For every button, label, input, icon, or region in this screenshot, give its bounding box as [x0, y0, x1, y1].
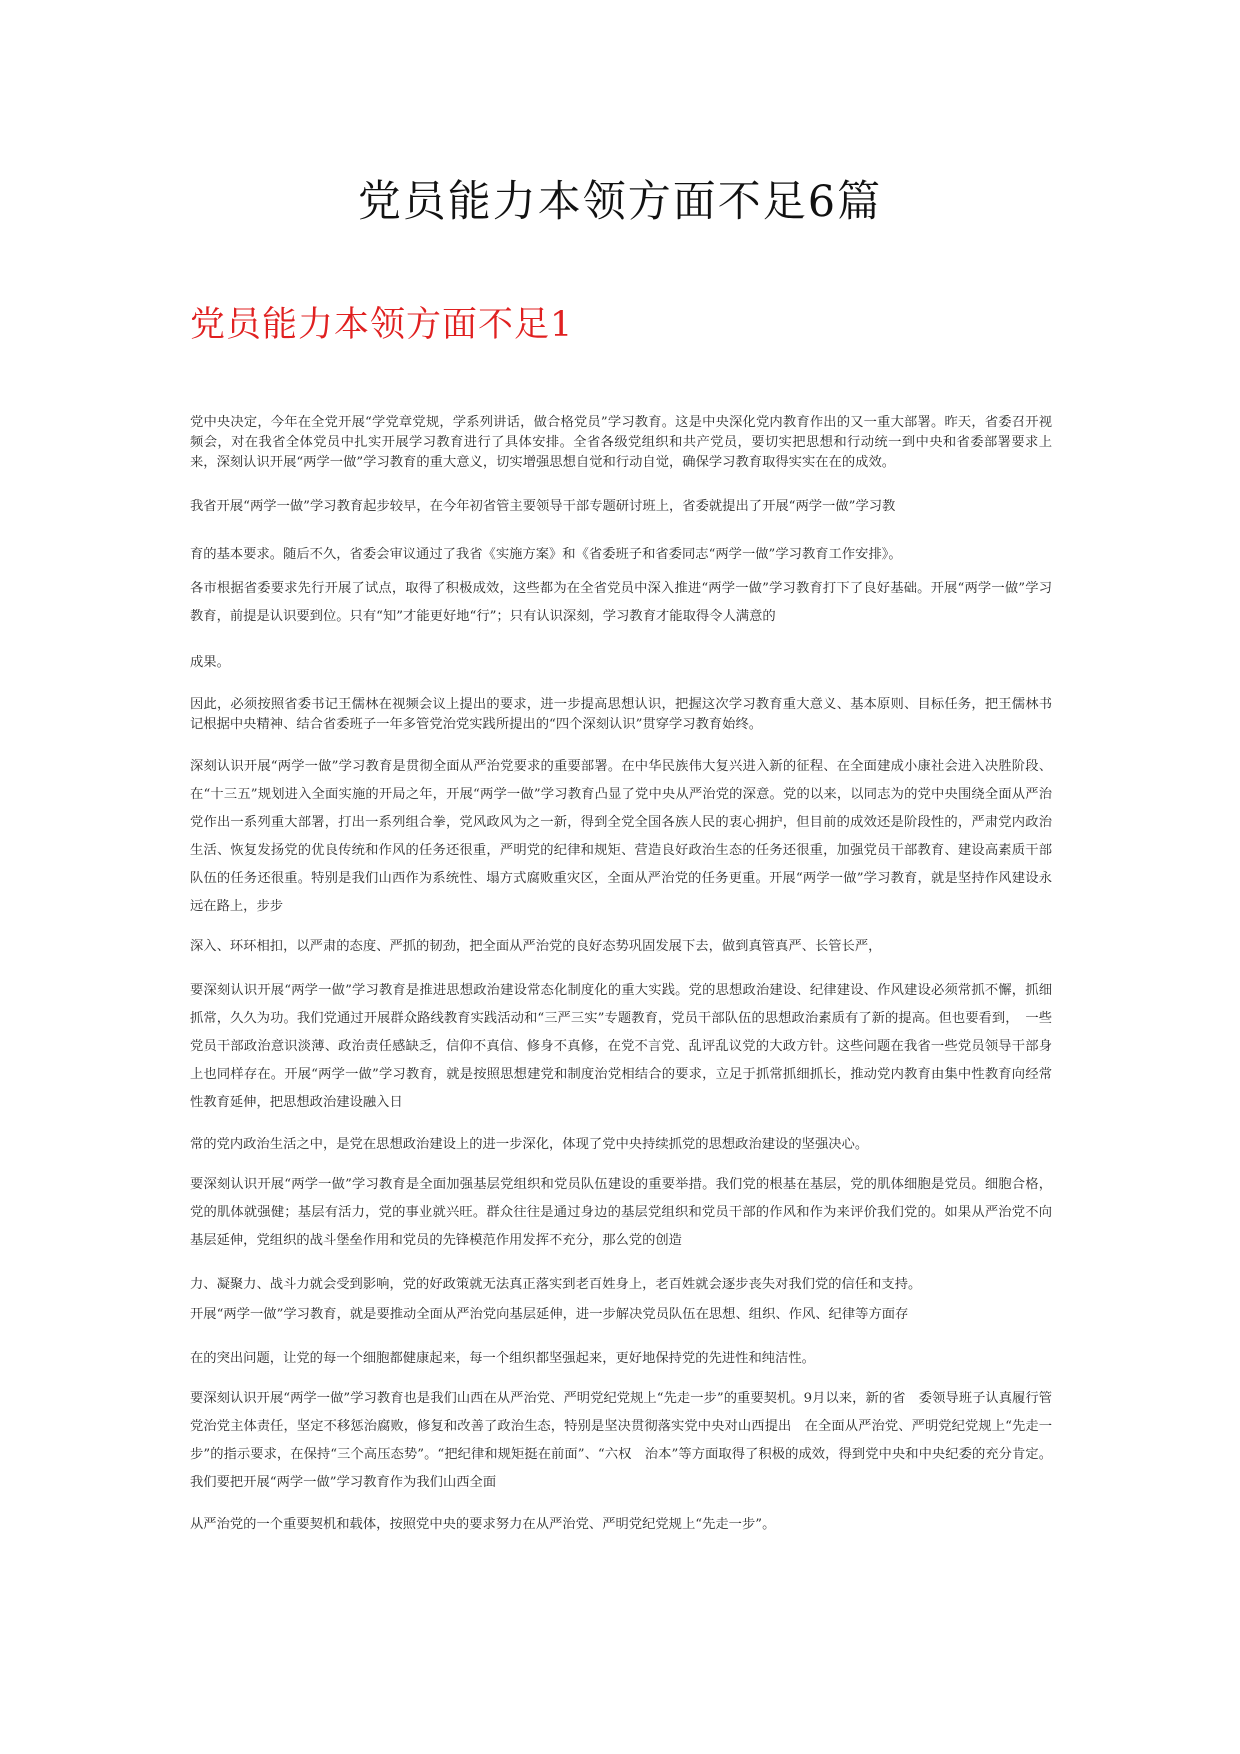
- paragraph-12: 力、凝聚力、战斗力就会受到影响，党的好政策就无法真正落实到老百姓身上，老百姓就会逐步丧失对我们党的信任和支持。: [190, 1277, 922, 1292]
- paragraph-6: 因此，必须按照省委书记王儒林在视频会议上提出的要求，进一步提高思想认识，把握这次学习教育重大意义、基本原则、目标任务，把王儒林书记根据中央精神、结合省委班子一年多管党治党实践所提出的“四个深刻认识”贯穿学习教育始终。: [190, 697, 1052, 732]
- paragraph-11: 要深刻认识开展“两学一做”学习教育是全面加强基层党组织和党员队伍建设的重要举措。我们党的根基在基层，党的肌体细胞是党员。细胞合格，党的肌体就强健；基层有活力，党的事业就兴旺。群众往往是通过身边的基层党组织和党员干部的作风和作为来评价我们党的。如果从严治党不向基层延伸，党组织的战斗堡垒作用和党员的先锋模范作用发挥不充分，那么党的创造: [190, 1177, 1052, 1248]
- document-title: 党员能力本领方面不足6篇: [357, 177, 883, 227]
- paragraph-15: 要深刻认识开展“两学一做”学习教育也是我们山西在从严治党、严明党纪党规上“先走一步”的重要契机。9月以来，新的省 委领导班子认真履行管党治党主体责任，坚定不移惩治腐败，修复和改善了政治生态，特别是坚决贯彻落实党中央对山西提出 在全面从严治党、严明党纪党规上“先走一步”的指示要求，在保持“三个高压态势”。“把纪律和规矩挺在前面”、“六权 治本”等方面取得了积极的成效，得到党中央和中央纪委的充分肯定。我们要把开展“两学一做”学习教育作为我们山西全面: [190, 1391, 1052, 1490]
- paragraph-16: 从严治党的一个重要契机和载体，按照党中央的要求努力在从严治党、严明党纪党规上“先走一步”。: [190, 1517, 776, 1532]
- paragraph-8: 深入、环环相扣，以严肃的态度、严抓的韧劲，把全面从严治党的良好态势巩固发展下去，做到真管真严、长管长严，: [190, 939, 882, 954]
- paragraph-5: 成果。: [190, 655, 230, 670]
- document-body: [190, 413, 1052, 1535]
- paragraph-9: 要深刻认识开展“两学一做”学习教育是推进思想政治建设常态化制度化的重大实践。党的思想政治建设、纪律建设、作风建设必须常抓不懈，抓细抓常，久久为功。我们党通过开展群众路线教育实践活动和“三严三实”专题教育，党员干部队伍的思想政治素质有了新的提高。但也要看到， 一些党员干部政治意识淡薄、政治责任感缺乏，信仰不真信、修身不真修，在党不言党、乱评乱议党的大政方针。这些问题在我省一些党员领导干部身上也同样存在。开展“两学一做”学习教育，就是按照思想建党和制度治党相结合的要求，立足于抓常抓细抓长，推动党内教育由集中性教育向经常性教育延伸，把思想政治建设融入日: [190, 983, 1052, 1110]
- paragraph-14: 在的突出问题，让党的每一个细胞都健康起来，每一个组织都坚强起来，更好地保持党的先进性和纯洁性。: [190, 1351, 815, 1366]
- paragraph-7: 深刻认识开展“两学一做”学习教育是贯彻全面从严治党要求的重要部署。在中华民族伟大复兴进入新的征程、在全面建成小康社会进入决胜阶段、在“十三五”规划进入全面实施的开局之年，开展“两学一做”学习教育凸显了党中央从严治党的深意。党的以来，以同志为的党中央围绕全面从严治党作出一系列重大部署，打出一系列组合拳，党风政风为之一新，得到全党全国各族人民的衷心拥护，但目前的成效还是阶段性的，严肃党内政治生活、恢复发扬党的优良传统和作风的任务还很重，严明党的纪律和规矩、营造良好政治生态的任务还很重，加强党员干部教育、建设高素质干部队伍的任务还很重。特别是我们山西作为系统性、塌方式腐败重灾区，全面从严治党的任务更重。开展“两学一做”学习教育，就是坚持作风建设永远在路上，步步: [190, 759, 1052, 914]
- paragraph-3: 育的基本要求。随后不久，省委会审议通过了我省《实施方案》和《省委班子和省委同志“两学一做”学习教育工作安排》。: [190, 547, 902, 562]
- paragraph-10: 常的党内政治生活之中，是党在思想政治建设上的进一步深化，体现了党中央持续抓党的思想政治建设的坚强决心。: [190, 1137, 869, 1152]
- paragraph-1: 党中央决定，今年在全党开展“学党章党规，学系列讲话，做合格党员”学习教育。这是中央深化党内教育作出的又一重大部署。昨天，省委召开视频会，对在我省全体党员中扎实开展学习教育进行了具体安排。全省各级党组织和共产党员，要切实把思想和行动统一到中央和省委部署要求上来，深刻认识开展“两学一做”学习教育的重大意义，切实增强思想自觉和行动自觉，确保学习教育取得实实在在的成效。: [190, 415, 1052, 470]
- paragraph-4: 各市根据省委要求先行开展了试点，取得了积极成效，这些都为在全省党员中深入推进“两学一做”学习教育打下了良好基础。开展“两学一做”学习教育，前提是认识要到位。只有“知”才能更好地“行”；只有认识深刻，学习教育才能取得令人满意的: [190, 581, 1052, 624]
- paragraph-13: 开展“两学一做”学习教育，就是要推动全面从严治党向基层延伸，进一步解决党员队伍在思想、组织、作风、纪律等方面存: [190, 1307, 909, 1322]
- section-title: 党员能力本领方面不足1: [190, 305, 574, 345]
- paragraph-2: 我省开展“两学一做”学习教育起步较早，在今年初省管主要领导干部专题研讨班上，省委就提出了开展“两学一做”学习教: [190, 499, 896, 514]
